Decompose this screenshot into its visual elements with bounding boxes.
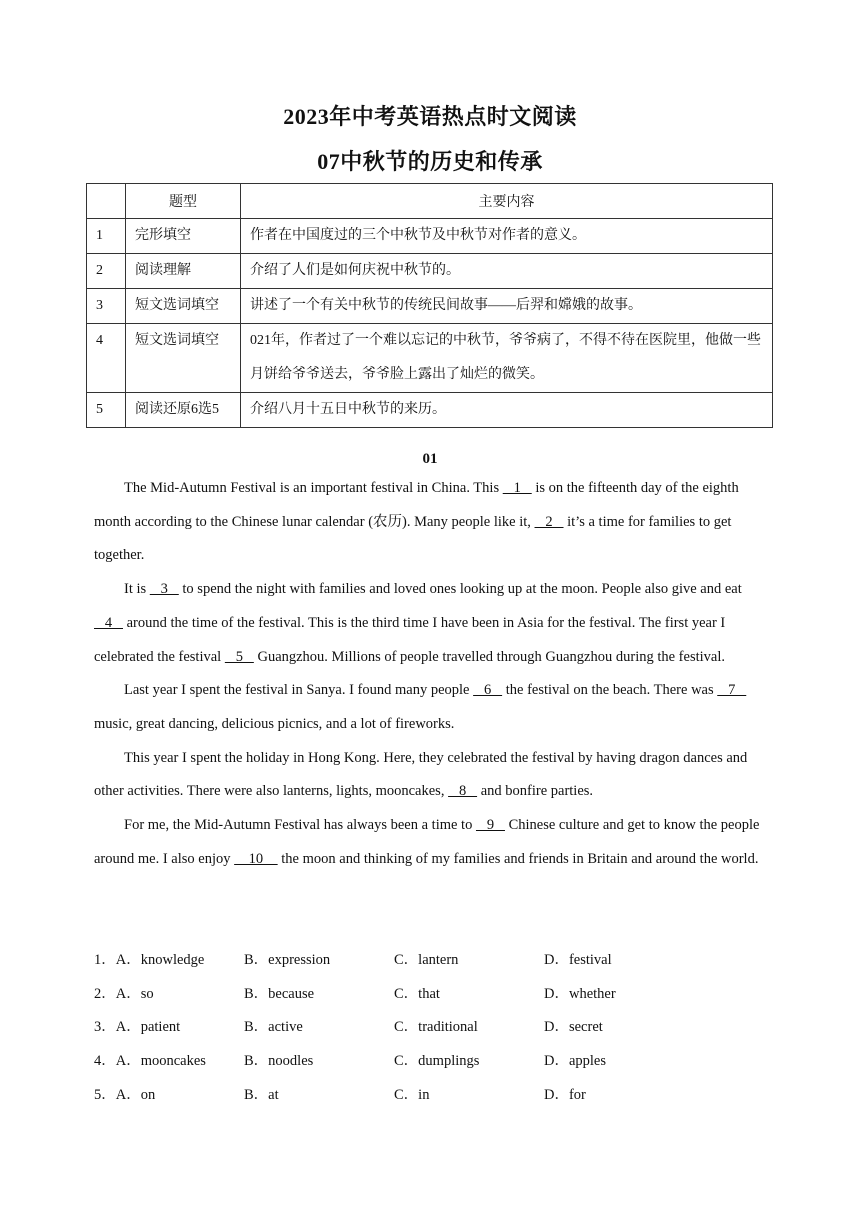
- passage-text: the moon and thinking of my families and friends in Britain and around the world.: [277, 850, 759, 867]
- passage-text: is on the fifteenth day of the eighth month according to the Chinese lunar calendar (农历). Many people like it,: [94, 480, 739, 530]
- section-number: 01: [422, 451, 438, 467]
- document-subtitle: 07中秋节的历史和传承: [317, 149, 543, 174]
- table-header-type: 题型: [126, 184, 241, 219]
- row-content: 介绍八月十五日中秋节的来历。: [241, 393, 773, 428]
- row-content: 讲述了一个有关中秋节的传统民间故事——后羿和嫦娥的故事。: [241, 289, 773, 324]
- row-content: 介绍了人们是如何庆祝中秋节的。: [241, 254, 773, 289]
- answer-options: [94, 944, 766, 1112]
- option-d: D．for: [544, 1086, 586, 1103]
- passage-text: Guangzhou. Millions of people travelled through Guangzhou during the festival.: [253, 648, 725, 665]
- blank-9: 9: [475, 817, 505, 834]
- option-a: 1．A．knowledge: [94, 952, 205, 968]
- blank-7: 7: [717, 682, 747, 699]
- paragraph: [94, 809, 766, 876]
- option-a: 3．A．patient: [94, 1019, 181, 1036]
- option-b: B．because: [244, 985, 315, 1002]
- summary-table: [86, 183, 773, 428]
- row-type: 短文选词填空: [126, 324, 241, 393]
- blank-4: 4: [94, 614, 123, 631]
- passage-text: around the time of the festival. This is the third time I have been in Asia for the festival. The first year I celebrated the festival: [94, 614, 726, 665]
- question-row: [94, 1045, 766, 1079]
- row-num: 2: [87, 254, 126, 289]
- blank-2: 2: [534, 513, 564, 530]
- table-row: [87, 254, 773, 289]
- question-row: [94, 1011, 766, 1045]
- option-d: D．apples: [544, 1053, 607, 1070]
- paragraph: [94, 573, 766, 674]
- passage-text: The Mid-Autumn Festival is an important festival in China. This: [124, 480, 503, 496]
- table-header-num: [87, 184, 126, 219]
- option-d: D．secret: [544, 1019, 603, 1036]
- question-row: [94, 1079, 766, 1113]
- table-row: [87, 219, 773, 254]
- option-d: D．festival: [544, 952, 612, 968]
- passage-text: and bonfire parties.: [477, 783, 594, 800]
- table-row: [87, 393, 773, 428]
- option-c: C．dumplings: [394, 1053, 480, 1070]
- option-a: 2．A．so: [94, 985, 154, 1002]
- passage-text: Last year I spent the festival in Sanya. I found many people: [124, 682, 474, 699]
- document-title: 2023年中考英语热点时文阅读: [283, 104, 577, 129]
- row-type: 阅读还原6选5: [126, 393, 241, 428]
- row-num: 1: [87, 219, 126, 254]
- paragraph: [94, 472, 766, 573]
- passage-text: It is: [124, 581, 150, 598]
- table-header-row: [87, 184, 773, 219]
- passage-text: music, great dancing, delicious picnics, and a lot of fireworks.: [94, 715, 455, 732]
- option-b: B．noodles: [244, 1053, 314, 1070]
- row-content: 021年，作者过了一个难以忘记的中秋节，爷爷病了，不得不待在医院里，他做一些月饼给爷爷送去，爷爷脸上露出了灿烂的微笑。: [241, 324, 773, 393]
- option-a: 5．A．on: [94, 1086, 156, 1103]
- passage-text: the festival on the beach. There was: [502, 682, 718, 699]
- row-num: 5: [87, 393, 126, 428]
- table-row: [87, 324, 773, 393]
- blank-1: 1: [502, 480, 532, 496]
- option-b: B．active: [244, 1019, 303, 1036]
- option-c: C．lantern: [394, 952, 459, 968]
- question-row: [94, 944, 766, 978]
- row-content: 作者在中国度过的三个中秋节及中秋节对作者的意义。: [241, 219, 773, 254]
- blank-5: 5: [224, 648, 254, 665]
- paragraph: [94, 674, 766, 741]
- row-type: 阅读理解: [126, 254, 241, 289]
- cloze-passage: [94, 472, 766, 876]
- table-row: [87, 289, 773, 324]
- row-type: 完形填空: [126, 219, 241, 254]
- blank-8: 8: [448, 783, 478, 800]
- question-row: [94, 978, 766, 1012]
- option-c: C．that: [394, 985, 440, 1002]
- passage-text: Chinese culture and get to know the people around me. I also enjoy: [94, 817, 760, 867]
- table-header-content: 主要内容: [241, 184, 773, 219]
- paragraph: [94, 742, 766, 809]
- blank-3: 3: [149, 581, 179, 598]
- option-b: B．at: [244, 1086, 279, 1103]
- row-num: 3: [87, 289, 126, 324]
- blank-10: 10: [234, 850, 278, 867]
- option-b: B．expression: [244, 952, 331, 968]
- option-a: 4．A．mooncakes: [94, 1053, 206, 1070]
- passage-text: For me, the Mid-Autumn Festival has always been a time to: [124, 817, 476, 834]
- option-d: D．whether: [544, 985, 616, 1002]
- passage-text: it’s a time for families to get together.: [94, 513, 732, 564]
- row-num: 4: [87, 324, 126, 393]
- passage-text: to spend the night with families and loved ones looking up at the moon. People also give and eat: [178, 581, 742, 598]
- option-c: C．traditional: [394, 1019, 478, 1036]
- option-c: C．in: [394, 1086, 430, 1103]
- row-type: 短文选词填空: [126, 289, 241, 324]
- blank-6: 6: [473, 682, 503, 699]
- passage-text: This year I spent the holiday in Hong Kong. Here, they celebrated the festival by having dragon dances and other activities. There were also lanterns, lights, mooncakes,: [94, 749, 748, 800]
